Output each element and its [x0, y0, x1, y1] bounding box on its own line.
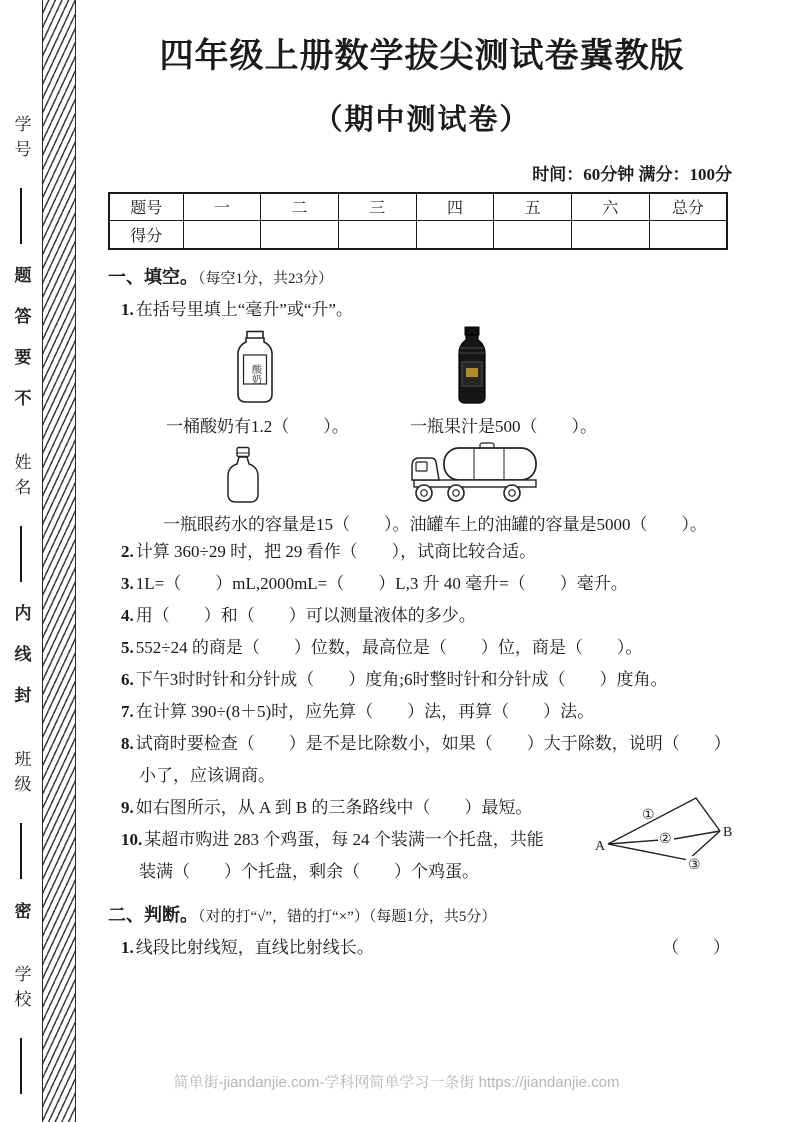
name-blank — [20, 526, 21, 582]
question-number: 1. — [121, 937, 134, 957]
binding-hatch-strip — [42, 0, 76, 1122]
question-6 — [108, 664, 736, 696]
question-number: 9. — [121, 797, 134, 817]
row2-caption: 一瓶眼药水的容量是15（ ）。油罐车上的油罐的容量是5000（ ）。 — [163, 514, 707, 534]
school-label: 学校 — [11, 965, 31, 1016]
point-a-label: A — [595, 838, 606, 854]
page-subtitle: （期中测试卷） — [313, 103, 531, 136]
juice-caption: 一瓶果汁是500（ ）。 — [410, 416, 597, 436]
question-3 — [108, 568, 736, 600]
page-title: 四年级上册数学拔尖测试卷冀教版 — [159, 38, 685, 75]
question-text: 试商时要检查（ ）是不是比除数小，如果（ ）大于除数，说明（ ） — [135, 733, 731, 753]
score-header-cell: 六 — [572, 193, 650, 221]
student-id-blank — [20, 188, 21, 244]
score-cell — [261, 221, 339, 249]
score-table-score-row — [109, 221, 727, 249]
score-header-cell: 五 — [494, 193, 572, 221]
question-number: 6. — [121, 669, 134, 689]
score-cell — [494, 221, 572, 249]
score-header-cell: 二 — [261, 193, 339, 221]
score-cell — [416, 221, 494, 249]
score-table-header-row — [109, 193, 727, 221]
score-header-cell: 四 — [416, 193, 494, 221]
yogurt-caption: 一桶酸奶有1.2（ ）。 — [166, 416, 349, 436]
section-fill-note: （每空1分，共23分） — [198, 270, 334, 287]
question-text: 在计算 390÷(8＋5)时，应先算（ ）法，再算（ ）法。 — [135, 701, 595, 721]
score-header-cell: 三 — [338, 193, 416, 221]
question-number: 4. — [121, 605, 134, 625]
question-1-pictures — [108, 326, 736, 536]
score-header-cell: 题号 — [109, 193, 183, 221]
question-2 — [108, 536, 736, 568]
exam-paper — [108, 36, 736, 964]
oil-truck-image — [408, 442, 540, 506]
section-fill-title: 一、填空。 — [108, 266, 198, 287]
score-cell — [183, 221, 261, 249]
answer-blank: （ ） — [662, 937, 730, 957]
question-number: 2. — [121, 541, 134, 561]
section-judge-heading — [108, 900, 736, 932]
question-number: 3. — [121, 573, 134, 593]
question-number: 5. — [121, 637, 134, 657]
seal-margin — [0, 0, 42, 1122]
name-label: 姓名 — [11, 453, 31, 504]
score-cell — [649, 221, 727, 249]
question-text: 某超市购进 283 个鸡蛋，每 24 个装满一个托盘，共能 — [144, 829, 544, 849]
questions-9-10-block — [108, 792, 736, 888]
footer-watermark: 简单街-jiandanjie.com-学科网简单学习一条街 https://jiandanjie.com — [173, 1074, 620, 1091]
question-5 — [108, 632, 736, 664]
seal-text-part2: 内线封 — [11, 604, 31, 728]
question-text: 下午3时时针和分针成（ ）度角;6时整时针和分针成（ ）度角。 — [135, 669, 668, 689]
section-fill-heading — [108, 262, 736, 294]
question-text: 用（ ）和（ ）可以测量液体的多少。 — [135, 605, 476, 625]
seal-text-part1: 题答要不 — [11, 266, 31, 431]
seal-text-part3: 密 — [11, 901, 31, 943]
score-header-cell: 总分 — [649, 193, 727, 221]
question-text: 552÷24 的商是（ ）位数，最高位是（ ）位，商是（ ）。 — [135, 637, 643, 657]
section-judge-title: 二、判断。 — [108, 904, 198, 925]
question-7 — [108, 696, 736, 728]
eyedrop-bottle-image — [220, 446, 266, 504]
question-text: 计算 360÷29 时，把 29 看作（ ），试商比较合适。 — [135, 541, 537, 561]
question-number: 7. — [121, 701, 134, 721]
question-number: 1. — [121, 299, 134, 319]
question-text: 如右图所示，从 A 到 B 的三条路线中（ ）最短。 — [135, 797, 533, 817]
question-4 — [108, 600, 736, 632]
student-id-label: 学号 — [11, 115, 31, 165]
score-cell — [572, 221, 650, 249]
question-8 — [108, 728, 736, 760]
judge-question-1 — [108, 932, 736, 964]
score-cell — [338, 221, 416, 249]
score-row-label: 得分 — [109, 221, 183, 249]
point-b-label: B — [723, 824, 733, 840]
question-number: 10. — [121, 829, 143, 849]
class-label: 班级 — [11, 750, 31, 801]
question-text: 线段比射线短，直线比射线长。 — [135, 937, 374, 957]
route-2-label: ② — [659, 831, 672, 847]
question-text: 在括号里填上“毫升”或“升”。 — [135, 299, 353, 319]
juice-bottle-image — [454, 326, 490, 404]
yogurt-label: 酸奶 — [249, 363, 261, 384]
score-header-cell: 一 — [183, 193, 261, 221]
yogurt-bottle-image — [226, 330, 284, 404]
section-judge-note: （对的打“√”，错的打“×”）（每题1分，共5分） — [198, 908, 497, 925]
class-blank — [20, 823, 21, 879]
score-table — [108, 192, 728, 250]
question-number: 8. — [121, 733, 134, 753]
question-8-continued: 小了，应该调商。 — [139, 765, 275, 785]
route-1-label: ① — [642, 807, 655, 823]
route-3-label: ③ — [688, 857, 701, 873]
exam-meta: 时间：60分钟 满分：100分 — [532, 164, 732, 184]
question-10-continued: 装满（ ）个托盘，剩余（ ）个鸡蛋。 — [139, 861, 479, 881]
question-1 — [108, 294, 736, 326]
question-text: 1L=（ ）mL,2000mL=（ ）L,3 升 40 毫升=（ ）毫升。 — [135, 573, 628, 593]
route-diagram — [594, 786, 734, 878]
